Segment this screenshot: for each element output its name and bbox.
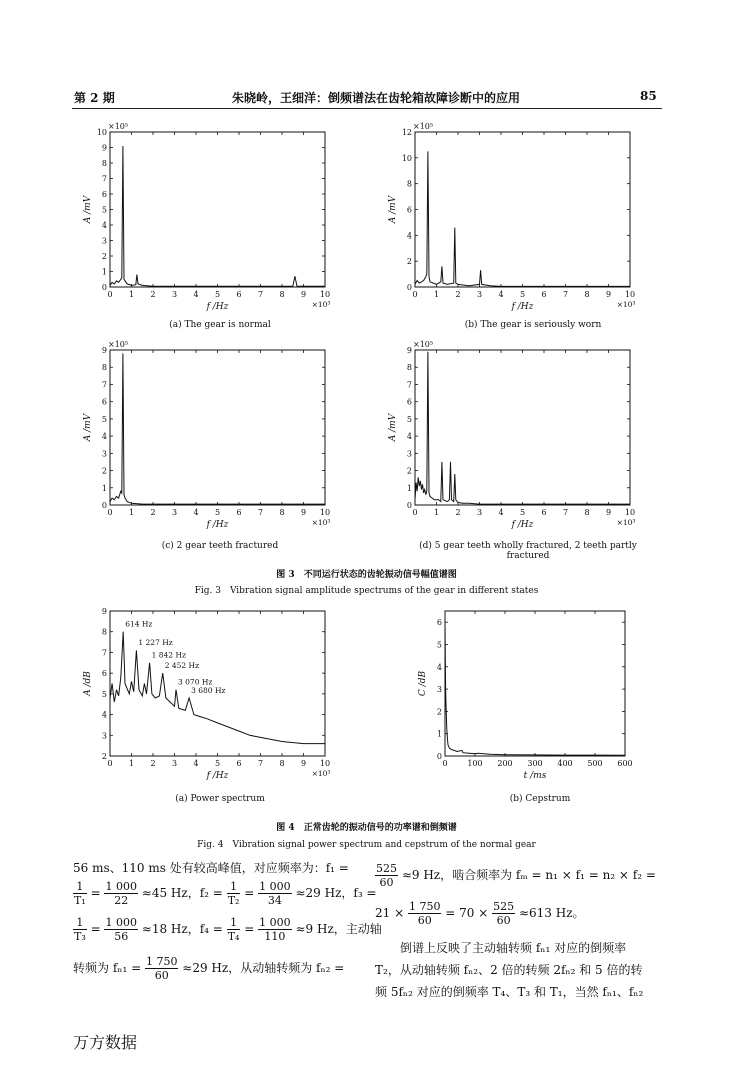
plot-frame <box>110 350 325 505</box>
fig4a-plot <box>80 603 340 788</box>
x-axis-label: f /Hz <box>206 520 229 530</box>
x-tick-label: 8 <box>279 508 285 517</box>
y-tick-label: 6 <box>101 190 107 199</box>
x-exponent-label: ×10³ <box>311 769 331 778</box>
x-tick-label: 5 <box>214 508 221 517</box>
x-tick-label: 2 <box>150 290 156 299</box>
body-left-line3: $\frac{1}{\text{T₃}}$ = $\frac{1 000}{56}$ ≈18 Hz，f₄ = $\frac{1}{\text{T₄}}$ = $\frac{1 000}{110}$ ≈9 Hz，主动轴 <box>74 916 382 943</box>
y-tick-label: 1 <box>101 267 107 277</box>
frac-f1: $\frac{1}{\text{T₁}}$ <box>74 880 86 907</box>
peak-annotation: 2 452 Hz <box>164 660 200 670</box>
x-tick-label: 4 <box>193 290 199 299</box>
x-tick-label: 6 <box>236 759 242 768</box>
y-tick-label: 4 <box>406 432 412 442</box>
y-tick-label: 2 <box>436 707 442 717</box>
x-tick-label: 3 <box>476 508 483 517</box>
y-tick-label: 6 <box>436 618 442 628</box>
y-axis-label: C /dB <box>418 670 428 697</box>
y-exponent-label: ×10⁵ <box>108 122 129 131</box>
fig3d-caption: (d) 5 gear teeth wholly fractured, 2 teeth partly fractured <box>419 541 637 561</box>
series-line <box>415 352 630 504</box>
x-tick-label: 6 <box>236 290 242 299</box>
x-tick-label: 9 <box>605 290 612 299</box>
x-tick-label: 500 <box>587 759 603 768</box>
x-axis-label: f /Hz <box>206 302 229 312</box>
x-tick-label: 7 <box>562 508 569 517</box>
y-tick-label: 3 <box>101 449 107 459</box>
frac-mesh-1: $\frac{1 750}{60}$ <box>408 900 441 927</box>
x-exponent-label: ×10³ <box>311 300 331 309</box>
fig4b-plot <box>415 603 650 788</box>
x-tick-label: 5 <box>519 508 526 517</box>
body-right-line2: 21 × $\frac{1 750}{60}$ = 70 × $\frac{525}{60}$ ≈613 Hz。 <box>375 900 585 927</box>
plot-frame <box>110 132 325 287</box>
body-left-line4: 转频为 fₙ₁ = $\frac{1 750}{60}$ ≈29 Hz，从动轴转频为 fₙ₂ = <box>73 955 345 982</box>
y-tick-label: 0 <box>436 752 442 761</box>
y-tick-label: 7 <box>101 174 107 184</box>
peak-annotation: 3 680 Hz <box>191 685 226 695</box>
body-right-line1: $\frac{525}{60}$ ≈9 Hz，啮合频率为 fₘ = n₁ × f₁ = n₂ × f₂ = <box>376 862 656 889</box>
y-axis-label: A /mV <box>83 195 93 224</box>
peak-annotation: 3 070 Hz <box>178 677 213 687</box>
plot-frame <box>415 132 630 287</box>
y-tick-label: 9 <box>101 143 107 153</box>
x-axis-label: f /Hz <box>511 302 534 312</box>
x-tick-label: 3 <box>171 759 178 768</box>
peak-annotation: 1 842 Hz <box>151 650 186 660</box>
y-tick-label: 10 <box>96 128 107 137</box>
x-tick-label: 8 <box>584 508 590 517</box>
fig3c-plot <box>80 338 340 533</box>
journal-issue: 第 2 期 <box>74 91 115 105</box>
body-left-line2: $\frac{1}{\text{T₁}}$ = $\frac{1 000}{22}$ ≈45 Hz，f₂ = $\frac{1}{\text{T₂}}$ = $\frac{1 000}{34}$ ≈29 Hz，f₃ = <box>74 880 377 907</box>
y-tick-label: 7 <box>101 648 107 658</box>
fig3b-caption: (b) The gear is seriously worn <box>464 320 602 330</box>
y-tick-label: 1 <box>406 483 412 493</box>
y-tick-label: 0 <box>101 283 107 292</box>
y-axis-label: A /mV <box>388 413 398 442</box>
x-tick-label: 2 <box>150 508 156 517</box>
y-tick-label: 3 <box>436 685 442 695</box>
y-tick-label: 0 <box>406 283 412 292</box>
x-tick-label: 7 <box>257 508 264 517</box>
y-exponent-label: ×10⁵ <box>413 340 434 349</box>
x-tick-label: 8 <box>279 759 285 768</box>
series-line <box>415 151 630 286</box>
x-tick-label: 4 <box>193 759 199 768</box>
y-tick-label: 8 <box>101 159 107 168</box>
y-tick-label: 0 <box>101 501 107 510</box>
y-tick-label: 4 <box>101 221 107 230</box>
fig4b-caption: (b) Cepstrum <box>509 794 571 804</box>
x-tick-label: 5 <box>214 290 221 299</box>
x-axis-label: t /ms <box>523 771 547 781</box>
x-tick-label: 0 <box>412 508 418 517</box>
x-tick-label: 1 <box>433 290 440 299</box>
x-tick-label: 1 <box>128 290 135 299</box>
y-tick-label: 6 <box>101 669 107 679</box>
x-tick-label: 6 <box>236 508 242 517</box>
x-tick-label: 6 <box>541 508 547 517</box>
frac-rot: $\frac{1 750}{60}$ <box>145 955 178 982</box>
y-tick-label: 3 <box>101 731 107 741</box>
x-axis-label: f /Hz <box>511 520 534 530</box>
running-title: 朱晓岭，王细洋：倒频谱法在齿轮箱故障诊断中的应用 <box>232 91 521 105</box>
x-tick-label: 1 <box>433 508 440 517</box>
y-tick-label: 2 <box>101 252 107 261</box>
frac-f1-value: $\frac{1 000}{22}$ <box>105 880 137 907</box>
fig3d-plot <box>385 338 650 533</box>
y-tick-label: 9 <box>101 346 107 355</box>
body-right-para-line2: T₂，从动轴转频 fₙ₂、2 倍的转频 2fₙ₂ 和 5 倍的转 <box>375 963 643 977</box>
x-exponent-label: ×10³ <box>311 518 331 527</box>
x-tick-label: 0 <box>107 508 113 517</box>
x-tick-label: 9 <box>300 290 307 299</box>
database-watermark: 万方数据 <box>73 1033 138 1052</box>
y-exponent-label: ×10⁵ <box>413 122 434 131</box>
y-tick-label: 2 <box>101 752 107 761</box>
y-tick-label: 3 <box>406 449 412 459</box>
y-tick-label: 5 <box>101 205 107 215</box>
x-tick-label: 10 <box>624 290 636 299</box>
body-right-para-line1: 倒谱上反映了主动轴转频 fₙ₁ 对应的倒频率 <box>400 941 627 955</box>
y-tick-label: 8 <box>406 179 412 189</box>
x-tick-label: 9 <box>300 759 307 768</box>
x-tick-label: 3 <box>171 508 178 517</box>
y-tick-label: 9 <box>101 607 107 616</box>
x-tick-label: 1 <box>128 508 135 517</box>
fig4-caption-cn: 图 4 正常齿轮的振动信号的功率谱和倒频谱 <box>276 823 457 833</box>
plot-frame <box>445 611 625 756</box>
y-tick-label: 1 <box>101 483 107 493</box>
y-axis-label: A /mV <box>83 413 93 442</box>
x-tick-label: 0 <box>107 759 113 768</box>
fig4a-caption: (a) Power spectrum <box>175 794 265 804</box>
y-tick-label: 4 <box>436 662 442 672</box>
x-tick-label: 5 <box>214 759 221 768</box>
y-axis-label: A /dB <box>83 671 93 696</box>
header-rule <box>72 108 662 109</box>
fig3-caption-en: Fig. 3 Vibration signal amplitude spectrums of the gear in different states <box>194 586 539 596</box>
fig4-caption-en: Fig. 4 Vibration signal power spectrum and cepstrum of the normal gear <box>197 840 536 850</box>
x-exponent-label: ×10³ <box>616 518 636 527</box>
x-tick-label: 0 <box>442 759 448 768</box>
x-tick-label: 1 <box>128 759 135 768</box>
page-number: 85 <box>640 89 657 103</box>
fig3a-plot <box>80 120 340 315</box>
x-tick-label: 7 <box>257 290 264 299</box>
x-tick-label: 2 <box>455 290 461 299</box>
y-tick-label: 5 <box>101 689 107 699</box>
fig3-caption-cn: 图 3 不同运行状态的齿轮振动信号幅值谱图 <box>276 570 457 580</box>
y-tick-label: 8 <box>101 627 107 637</box>
x-tick-label: 6 <box>541 290 547 299</box>
x-tick-label: 300 <box>527 759 543 768</box>
y-tick-label: 2 <box>406 257 412 267</box>
y-tick-label: 2 <box>101 466 107 476</box>
x-tick-label: 400 <box>557 759 573 768</box>
body-right-para-line3: 频 5fₙ₂ 对应的倒频率 T₄、T₃ 和 T₁，当然 fₙ₁、fₙ₂ <box>375 985 644 999</box>
y-tick-label: 9 <box>406 346 412 355</box>
x-tick-label: 4 <box>498 290 504 299</box>
peak-annotation: 1 227 Hz <box>138 638 173 648</box>
x-tick-label: 4 <box>498 508 504 517</box>
x-exponent-label: ×10³ <box>616 300 636 309</box>
x-tick-label: 9 <box>605 508 612 517</box>
frac-f2-value: $\frac{1 000}{34}$ <box>259 880 291 907</box>
y-tick-label: 5 <box>436 640 442 650</box>
y-tick-label: 4 <box>101 432 107 442</box>
y-tick-label: 0 <box>406 501 412 510</box>
x-tick-label: 4 <box>193 508 199 517</box>
series-line <box>445 622 625 755</box>
y-tick-label: 7 <box>406 380 412 390</box>
series-line <box>110 146 325 286</box>
x-tick-label: 8 <box>584 290 590 299</box>
y-tick-label: 6 <box>406 397 412 407</box>
x-tick-label: 200 <box>497 759 513 768</box>
series-line <box>110 353 325 504</box>
y-tick-label: 12 <box>401 128 412 137</box>
x-tick-label: 10 <box>319 759 331 768</box>
plot-frame <box>415 350 630 505</box>
y-tick-label: 4 <box>406 231 412 241</box>
fig3a-caption: (a) The gear is normal <box>169 320 271 330</box>
x-tick-label: 7 <box>257 759 264 768</box>
x-tick-label: 2 <box>150 759 156 768</box>
y-tick-label: 2 <box>406 466 412 476</box>
plot-frame <box>110 611 325 756</box>
y-exponent-label: ×10⁵ <box>108 340 129 349</box>
x-tick-label: 9 <box>300 508 307 517</box>
x-tick-label: 7 <box>562 290 569 299</box>
frac-f4: $\frac{1}{\text{T₄}}$ <box>227 916 240 943</box>
y-tick-label: 8 <box>406 363 412 373</box>
y-tick-label: 5 <box>101 414 107 424</box>
frac-f2: $\frac{1}{\text{T₂}}$ <box>227 880 240 907</box>
frac-f3: $\frac{1}{\text{T₃}}$ <box>74 916 86 943</box>
y-tick-label: 6 <box>406 205 412 215</box>
body-left-line1: 56 ms、110 ms 处有较高峰值，对应频率为：f₁ = <box>73 861 349 875</box>
y-tick-label: 10 <box>401 153 412 163</box>
x-tick-label: 2 <box>455 508 461 517</box>
x-tick-label: 3 <box>476 290 483 299</box>
y-tick-label: 7 <box>101 380 107 390</box>
y-tick-label: 8 <box>101 363 107 373</box>
y-tick-label: 5 <box>406 414 412 424</box>
y-axis-label: A /mV <box>388 195 398 224</box>
y-tick-label: 6 <box>101 397 107 407</box>
y-tick-label: 3 <box>101 236 107 246</box>
x-tick-label: 3 <box>171 290 178 299</box>
x-tick-label: 100 <box>467 759 483 768</box>
x-tick-label: 600 <box>617 759 633 768</box>
frac-mesh-2: $\frac{525}{60}$ <box>493 900 515 927</box>
x-tick-label: 5 <box>519 290 526 299</box>
y-tick-label: 4 <box>101 710 107 720</box>
x-tick-label: 0 <box>107 290 113 299</box>
y-tick-label: 1 <box>436 729 442 739</box>
x-tick-label: 10 <box>319 508 331 517</box>
fig3c-caption: (c) 2 gear teeth fractured <box>161 541 279 551</box>
frac-fn2: $\frac{525}{60}$ <box>376 862 397 889</box>
frac-f3-value: $\frac{1 000}{56}$ <box>105 916 137 943</box>
peak-annotation: 614 Hz <box>125 619 153 629</box>
fig3b-plot <box>385 120 650 315</box>
x-tick-label: 8 <box>279 290 285 299</box>
x-axis-label: f /Hz <box>206 771 229 781</box>
x-tick-label: 0 <box>412 290 418 299</box>
x-tick-label: 10 <box>624 508 636 517</box>
x-tick-label: 10 <box>319 290 331 299</box>
frac-f4-value: $\frac{1 000}{110}$ <box>259 916 291 943</box>
